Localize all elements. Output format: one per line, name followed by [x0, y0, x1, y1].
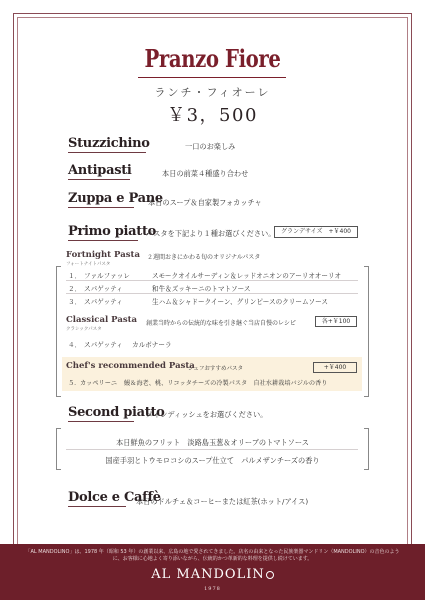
pasta-item-number: ５．	[68, 380, 81, 387]
row-divider	[66, 293, 358, 294]
section-primo-title: Primo piatto	[68, 224, 157, 239]
footer-description: 「AL MANDOLINO」は、1978 年（昭和 53 年）の創業以来、広島の地で愛されてきました。店名の由来となった民族楽器マンドリン（MANDOLINO）の音色のように、お客様に心地よく寄り添いながら、伝統的かつ革新的な料理を提供し続けています。	[25, 549, 400, 562]
section-antipasti-title: Antipasti	[68, 163, 132, 178]
section-dolce-desc: 本日のドルチェ＆コーヒーまたは紅茶(ホット/アイス)	[136, 497, 309, 506]
section-primo-desc: パスタを下記より１種お選びください。	[146, 229, 276, 238]
section-rule	[68, 179, 130, 180]
chef-pasta-title: Chef's recommended Pasta	[66, 361, 195, 371]
main-dish-item: 国産手羽とトウモロコシのスープ仕立て パルメザンチーズの香り	[105, 456, 320, 465]
fortnight-pasta-note: ２週間おきにかわる旬のオリジナルパスタ	[147, 254, 261, 261]
menu-subtitle: ランチ・フィオーレ	[154, 86, 271, 99]
chef-price-badge: +￥400	[313, 362, 357, 373]
brand-logo	[0, 567, 425, 582]
pasta-item-type: ファルファッレ	[84, 272, 130, 280]
section-dolce-title: Dolce e Caffè	[68, 490, 161, 505]
section-rule	[68, 207, 134, 208]
row-divider	[66, 280, 358, 281]
section-rule	[68, 506, 126, 507]
menu-price: ￥3，500	[167, 105, 258, 126]
brand-name: AL MANDOLIN	[151, 567, 265, 582]
section-secondo-desc: メインディッシュをお選びください。	[146, 410, 268, 419]
section-secondo-title: Second piatto	[68, 405, 165, 420]
pasta-item-type: カッペリーニ	[80, 380, 118, 387]
pasta-item-type: スパゲッティ	[84, 298, 123, 306]
title-underline	[138, 77, 286, 78]
pasta-bracket-left	[56, 266, 61, 397]
pasta-item-number: ２．	[68, 285, 82, 293]
pasta-item-number: １．	[68, 272, 82, 280]
row-divider	[66, 449, 358, 450]
pasta-bracket-right	[364, 266, 369, 397]
fortnight-pasta-subtitle: フォートナイトパスタ	[66, 262, 111, 267]
section-stuzzichino-title: Stuzzichino	[68, 136, 150, 151]
grande-size-badge: グランデサイズ +￥400	[274, 226, 358, 238]
section-rule	[68, 152, 146, 153]
pasta-item-desc: 生ハム＆シャドークイーン、グリンピースのクリームソース	[152, 298, 328, 306]
section-zuppa-title: Zuppa e Pane	[68, 191, 163, 206]
classical-pasta-title: Classical Pasta	[66, 315, 138, 325]
classical-pasta-subtitle: クラシックパスタ	[66, 327, 102, 332]
classical-pasta-note: 創業当時からの伝統的な味を引き継ぐ当店自慢のレシピ	[146, 320, 296, 327]
pasta-item-desc: カルボナーラ	[132, 341, 172, 349]
brand-year: 1978	[204, 586, 221, 592]
chef-pasta-note: シェフおすすめパスタ	[188, 366, 243, 372]
pasta-item-number: ４．	[68, 341, 82, 349]
main-dish-item: 本日鮮魚のフリット 淡路島玉葱＆オリーブのトマトソース	[116, 438, 309, 447]
pasta-item-type: スパゲッティ	[84, 341, 123, 349]
pasta-item-type: スパゲッティ	[84, 285, 123, 293]
section-rule	[68, 421, 134, 422]
pasta-item-desc: スモークオイルサーディン＆レッドオニオンのアーリオオーリオ	[152, 272, 342, 280]
section-stuzzichino-desc: 一口のお楽しみ	[185, 142, 236, 151]
pasta-item-desc: 鰻＆海老、桃、リコッタチーズの冷製パスタ 自社水耕栽培バジルの香り	[124, 380, 328, 387]
menu-title: Pranzo Fiore	[144, 44, 281, 73]
section-zuppa-desc: 本日のスープ＆自家製フォカッチャ	[148, 198, 262, 207]
section-rule	[68, 240, 138, 241]
mandolin-o-icon	[266, 571, 274, 579]
section-antipasti-desc: 本日の前菜４種盛り合わせ	[162, 169, 249, 178]
classical-price-badge: 各+￥100	[315, 316, 357, 327]
fortnight-pasta-title: Fortnight Pasta	[66, 250, 140, 260]
pasta-item-desc: 和牛＆ズッキーニのトマトソース	[152, 285, 251, 293]
pasta-item-number: ３．	[68, 298, 82, 306]
